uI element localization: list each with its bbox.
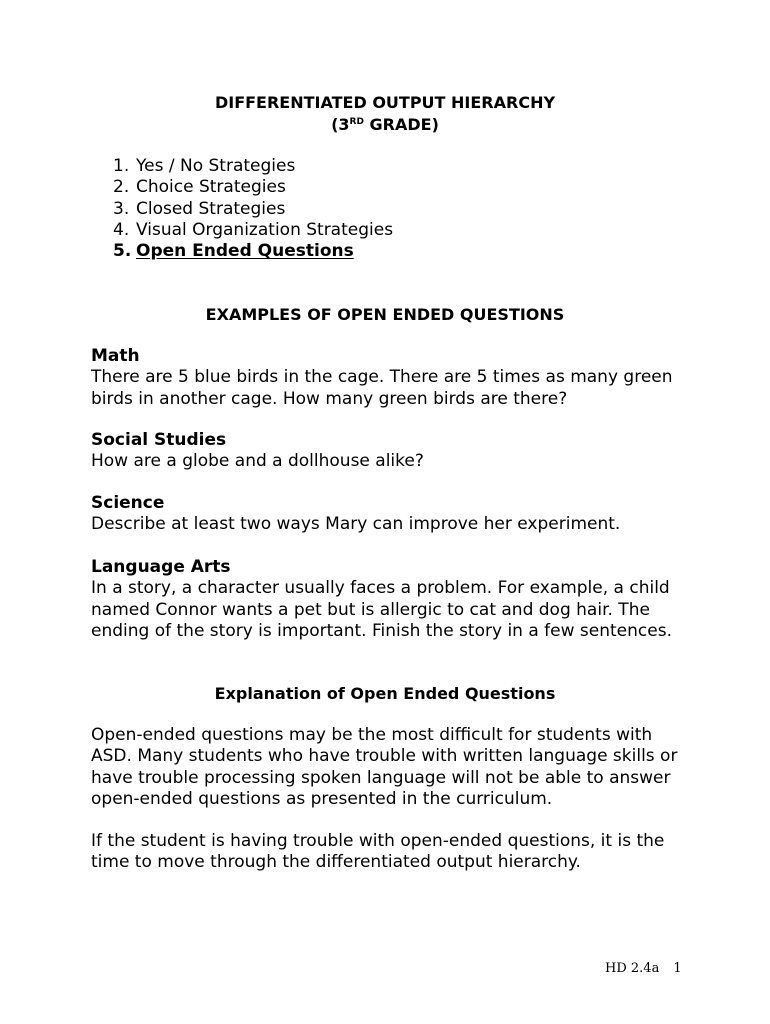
examples-heading: EXAMPLES OF OPEN ENDED QUESTIONS	[205, 305, 565, 324]
hierarchy-item-number: 3.	[113, 198, 130, 219]
grade-superscript: RD	[349, 117, 364, 127]
example-language-arts	[91, 557, 691, 642]
hierarchy-item-number: 1.	[113, 156, 130, 176]
hierarchy-item-visual-organization	[113, 220, 393, 241]
hierarchy-item-open-ended	[113, 241, 393, 262]
hierarchy-item-closed	[113, 199, 393, 220]
hierarchy-item-number: 5.	[113, 241, 132, 262]
example-text: In a story, a character usually faces a problem. For example, a child named Connor wants a pet but is allergic to cat and dog hair. The ending of the story is important. Finish the story in a few sentences.	[91, 578, 672, 641]
hierarchy-item-yes-no	[113, 156, 393, 177]
hierarchy-item-choice	[113, 177, 393, 198]
page-number: 1	[673, 961, 682, 976]
page-footer	[605, 960, 682, 978]
grade-suffix: GRADE)	[363, 115, 439, 134]
example-subject: Science	[91, 493, 165, 513]
example-subject: Math	[91, 346, 140, 366]
hierarchy-item-label: Closed Strategies	[136, 198, 286, 219]
hierarchy-item-number: 2.	[113, 177, 130, 198]
explanation-paragraph: Open-ended questions may be the most difficult for students with ASD. Many students who have trouble with written language skills or have trouble processing spoken language will not be able to answer open-ended questions as presented in the curriculum.	[91, 725, 678, 809]
grade-subtitle	[0, 114, 770, 136]
hierarchy-item-label: Yes / No Strategies	[136, 156, 296, 176]
explanation-heading: Explanation of Open Ended Questions	[214, 684, 556, 703]
hierarchy-item-label: Visual Organization Strategies	[136, 219, 394, 240]
hierarchy-item-number: 4.	[113, 219, 130, 240]
example-text: Describe at least two ways Mary can improve her experiment.	[91, 514, 621, 535]
hierarchy-item-label: Open Ended Questions	[136, 241, 354, 262]
hierarchy-item-label: Choice Strategies	[136, 177, 286, 198]
example-math	[91, 346, 691, 410]
grade-prefix: (3	[331, 115, 350, 134]
example-science	[91, 493, 691, 536]
example-text: There are 5 blue birds in the cage. There are 5 times as many green birds in another cage. How many green birds are there?	[91, 367, 673, 409]
example-social-studies	[91, 430, 691, 473]
document-code: HD 2.4a	[605, 961, 660, 976]
example-text: How are a globe and a dollhouse alike?	[91, 451, 424, 472]
hierarchy-list	[113, 156, 393, 262]
document-title: DIFFERENTIATED OUTPUT HIERARCHY	[214, 93, 556, 112]
example-subject: Social Studies	[91, 430, 227, 450]
explanation-paragraph: If the student is having trouble with open-ended questions, it is the time to move through the differentiated output hierarchy.	[91, 831, 665, 873]
example-subject: Language Arts	[91, 557, 231, 577]
